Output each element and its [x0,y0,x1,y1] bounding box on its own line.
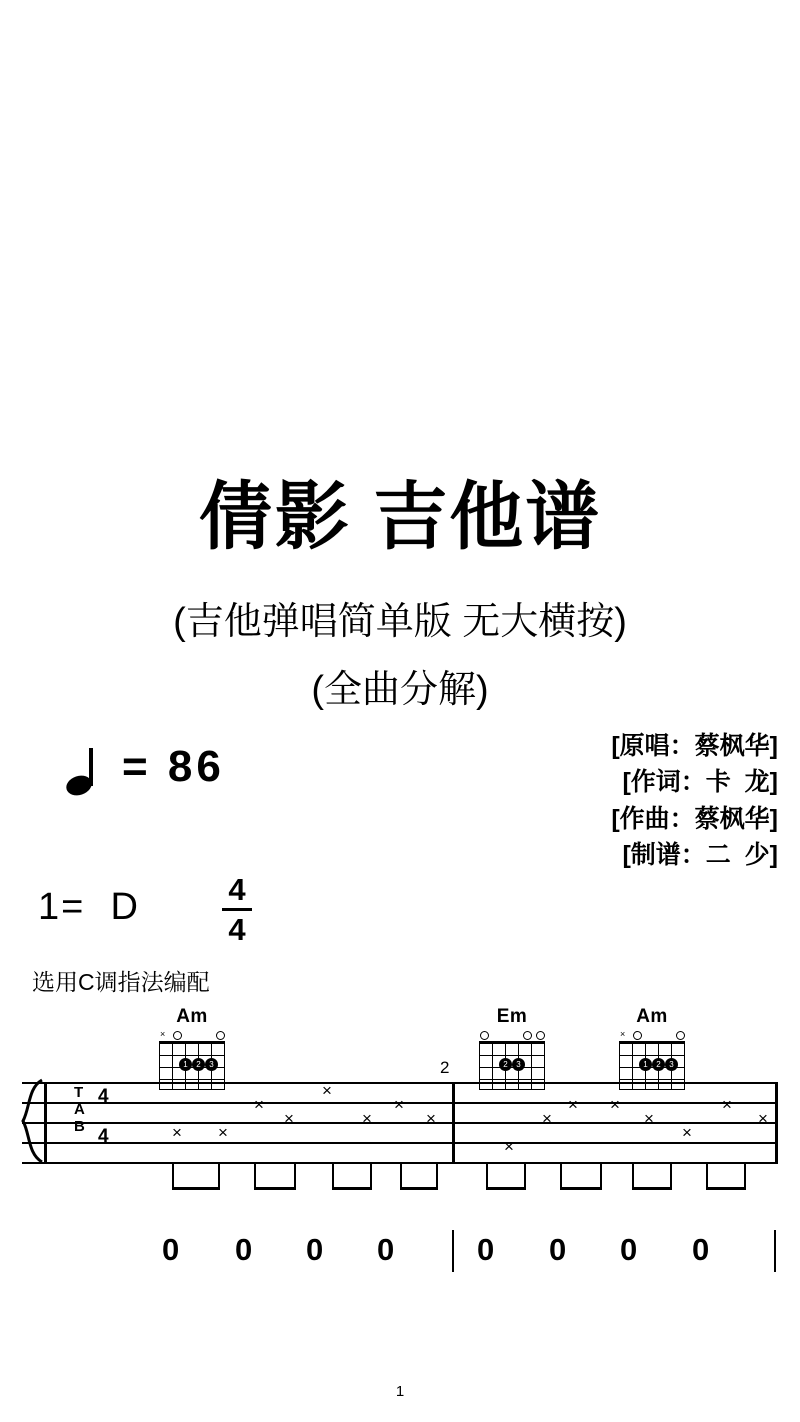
note-number: 0 [235,1232,253,1267]
open-mark [676,1031,685,1040]
time-signature-bottom: 4 [228,912,246,947]
numbered-barline-end [774,1230,776,1272]
tempo-value: = 86 [122,742,225,791]
note-number: 0 [549,1232,567,1267]
open-mark [633,1031,642,1040]
tab-note-x: × [644,1109,654,1128]
page-number: 1 [395,1383,405,1400]
credit-original-singer: [原唱：蔡枫华] [611,732,778,760]
tab-time-signature-bottom: 4 [98,1126,109,1147]
time-signature-top: 4 [228,872,246,907]
tab-note-x: × [172,1123,182,1142]
tab-note-x: × [682,1123,692,1142]
tab-note-x: × [322,1081,332,1100]
chord-finger-dot: 3 [205,1058,218,1071]
subtitle-arrangement: (吉他弹唱简单版 无大横按) [173,601,627,643]
page-title: 倩影 吉他谱 [198,475,602,558]
chord-finger-dot: 1 [639,1058,652,1071]
open-mark [536,1031,545,1040]
chord-finger-dot: 3 [512,1058,525,1071]
credit-lyricist: [作词：卡 龙] [622,768,778,797]
tab-note-x: × [284,1109,294,1128]
numbered-barline [452,1230,454,1272]
tab-note-x: × [218,1123,228,1142]
chord-open-mute-marks [159,1030,225,1041]
open-mark [173,1031,182,1040]
numbered-notation-row [22,1232,778,1282]
measure-number: 2 [440,1058,450,1077]
tab-time-signature-top: 4 [98,1086,109,1107]
open-mark [480,1031,489,1040]
staff-brace [20,1078,44,1164]
credits-block [611,728,778,873]
chord-name: Am [176,1006,208,1027]
note-number: 0 [692,1232,710,1267]
chord-finger-dot: 2 [499,1058,512,1071]
tab-note-x: × [254,1095,264,1114]
chord-finger-dot: 2 [192,1058,205,1071]
chord-name: Em [496,1006,528,1027]
tab-note-x: × [610,1095,620,1114]
note-number: 0 [377,1232,395,1267]
barline [452,1082,455,1164]
key-signature-block [34,872,374,960]
chord-finger-dot: 3 [665,1058,678,1071]
mute-mark: × [620,1029,626,1039]
time-signature [222,874,252,945]
chord-open-mute-marks [479,1030,545,1041]
note-number: 0 [162,1232,180,1267]
key-text: 1= D [38,886,140,928]
tab-note-x: × [362,1109,372,1128]
open-mark [216,1031,225,1040]
tab-note-x: × [758,1109,768,1128]
chord-finger-dot: 2 [652,1058,665,1071]
mute-mark: × [160,1029,166,1039]
note-number: 0 [620,1232,638,1267]
chord-finger-dot: 1 [179,1058,192,1071]
tempo-marking [60,742,360,812]
note-number: 0 [306,1232,324,1267]
chord-name: Am [636,1006,668,1027]
tab-clef-letters: T A B [74,1084,85,1135]
tab-note-x: × [568,1095,578,1114]
tab-note-x: × [394,1095,404,1114]
tab-note-x: × [542,1109,552,1128]
time-signature-divider [222,908,252,911]
credit-transcriber: [制谱：二 少] [622,840,778,869]
tab-note-x: × [426,1109,436,1128]
barline-end [775,1082,778,1164]
credit-composer: [作曲：蔡枫华] [611,804,778,833]
quarter-note-icon [66,748,100,798]
tab-note-x: × [504,1137,514,1156]
note-number: 0 [477,1232,495,1267]
subtitle-style: (全曲分解) [311,669,489,711]
chord-open-mute-marks [619,1030,685,1041]
capo-note: 选用C调指法编配 [32,969,210,995]
open-mark [523,1031,532,1040]
tab-note-x: × [722,1095,732,1114]
